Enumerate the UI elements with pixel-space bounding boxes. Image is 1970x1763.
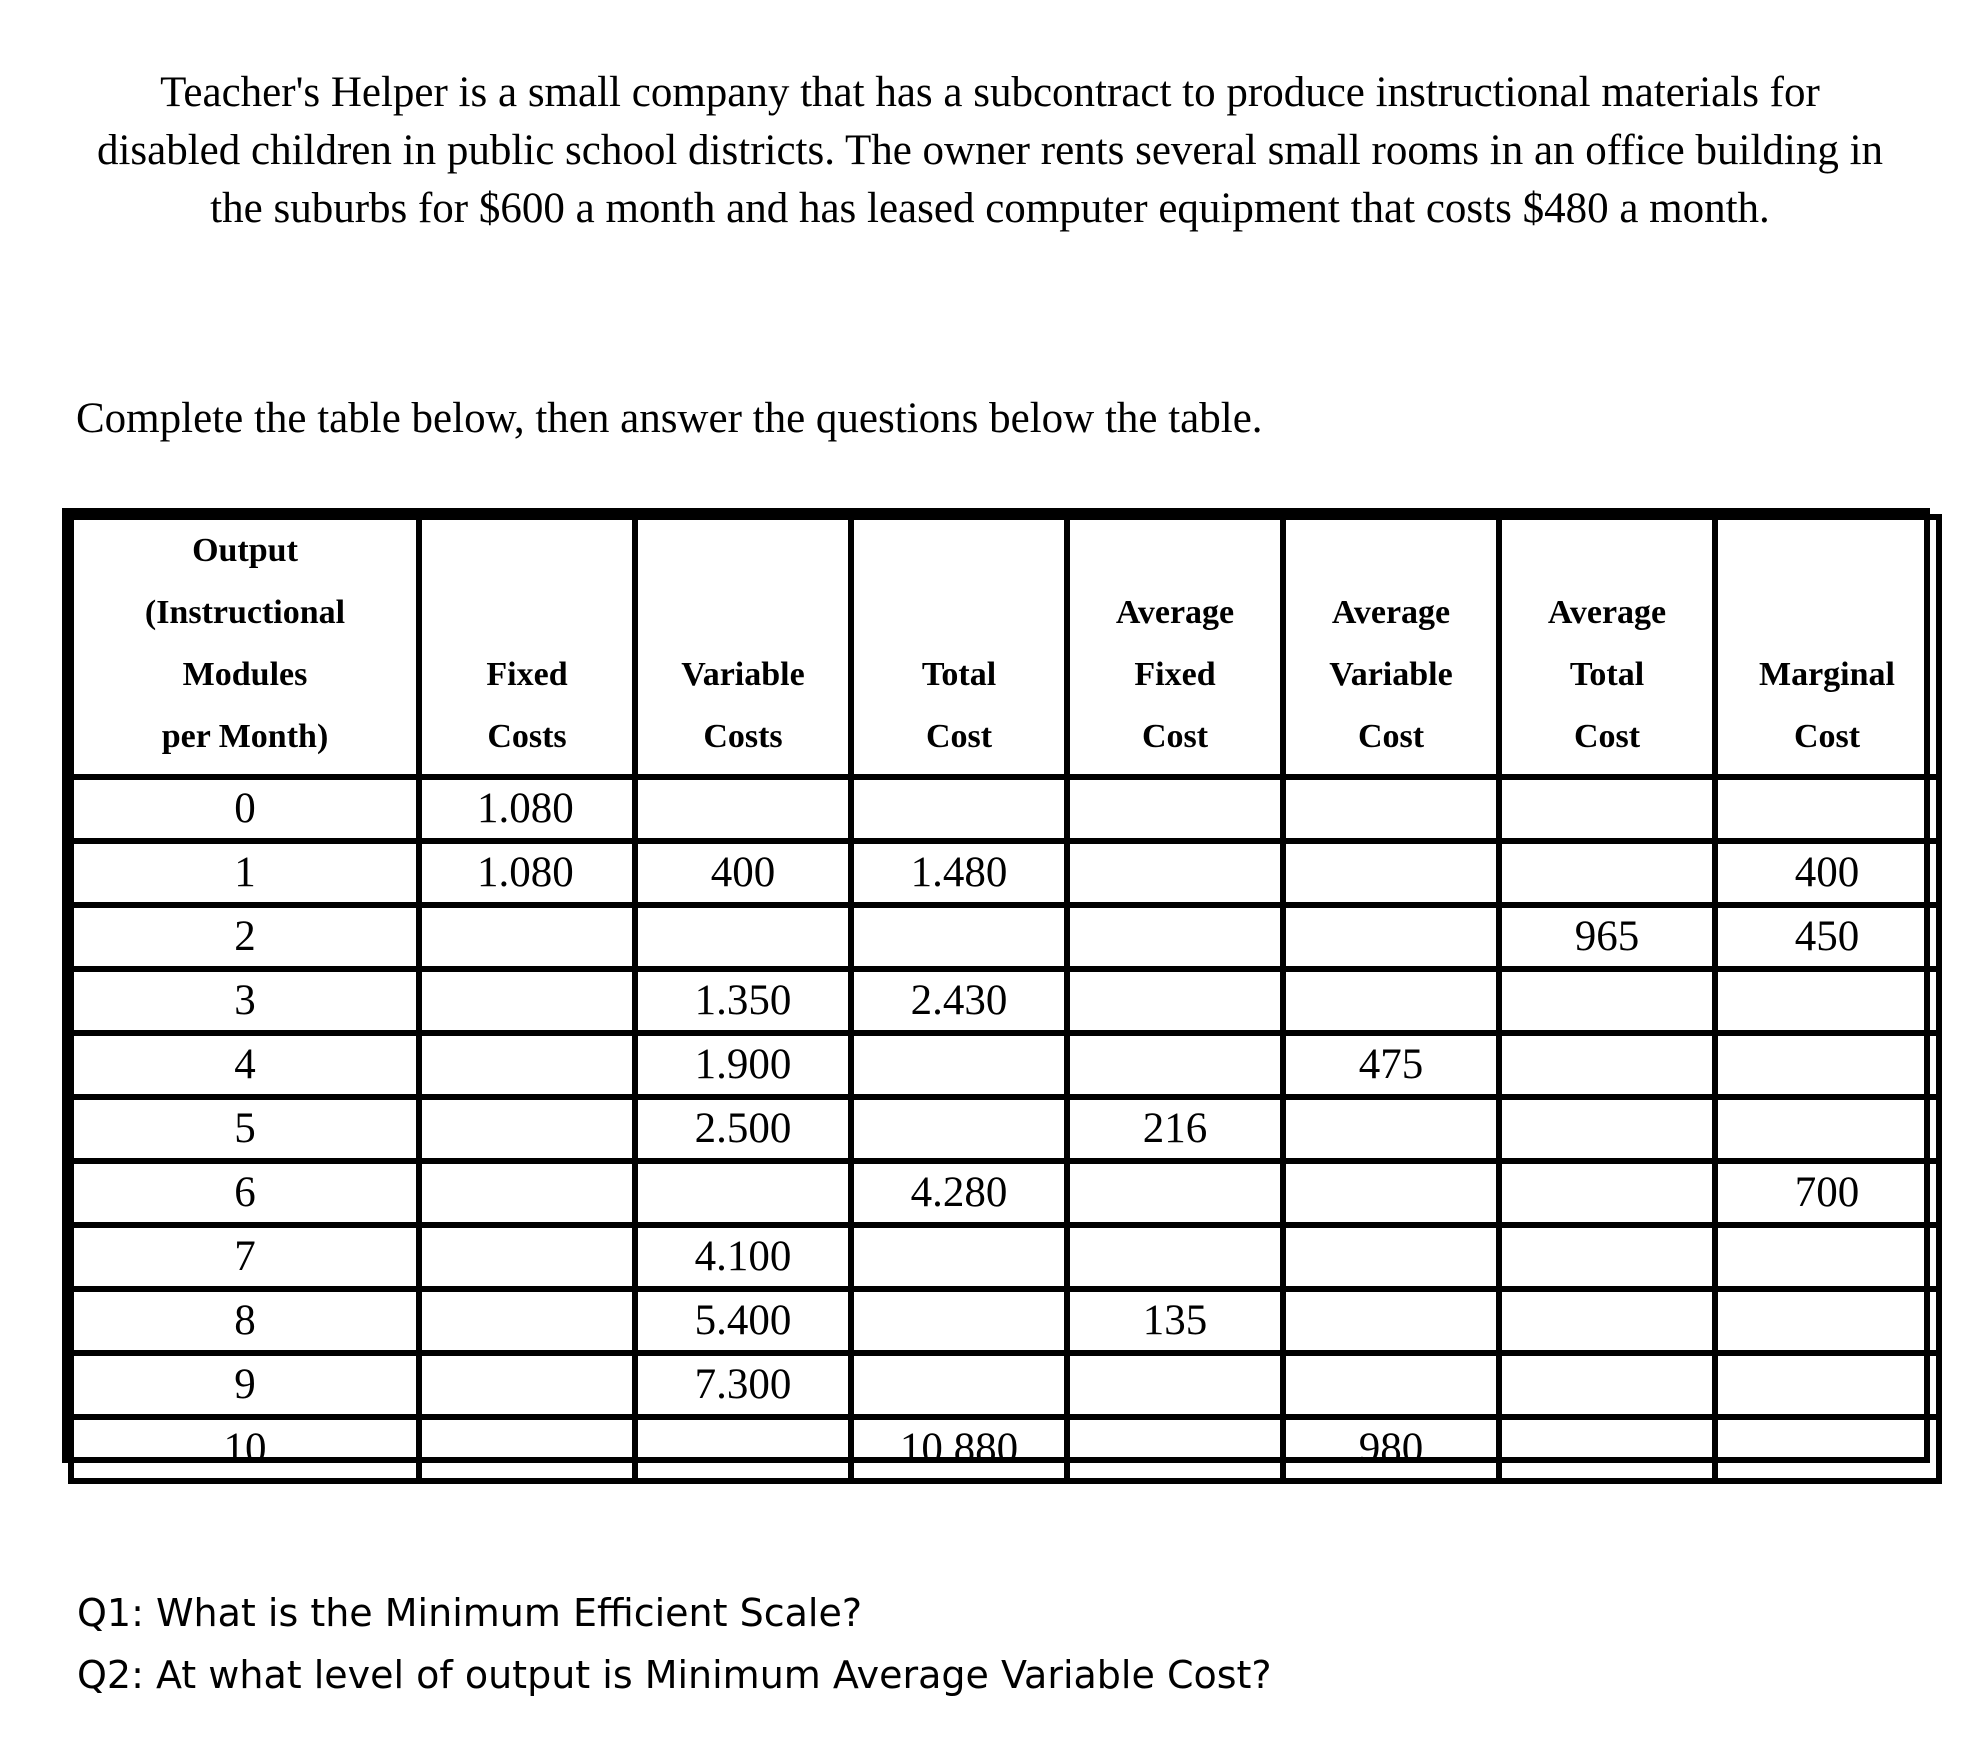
header-row — [71, 517, 1939, 777]
cell-marginal-cost — [1715, 1417, 1939, 1481]
table-body — [71, 777, 1939, 1481]
cell-variable-costs: 7.300 — [635, 1353, 851, 1417]
cell-average-variable-cost: 980 — [1283, 1417, 1499, 1481]
header-average-total-cost: Average Total Cost — [1499, 517, 1715, 777]
cell-variable-costs — [635, 777, 851, 841]
cell-fixed-costs — [419, 1161, 635, 1225]
cell-average-variable-cost — [1283, 1161, 1499, 1225]
cell-fixed-costs — [419, 1353, 635, 1417]
cell-total-cost: 2.430 — [851, 969, 1067, 1033]
cell-average-fixed-cost — [1067, 905, 1283, 969]
cell-marginal-cost: 450 — [1715, 905, 1939, 969]
cell-output: 6 — [71, 1161, 419, 1225]
cell-output: 8 — [71, 1289, 419, 1353]
cell-output: 9 — [71, 1353, 419, 1417]
cell-average-variable-cost — [1283, 1289, 1499, 1353]
cell-marginal-cost: 700 — [1715, 1161, 1939, 1225]
cell-average-variable-cost — [1283, 1225, 1499, 1289]
cell-fixed-costs — [419, 969, 635, 1033]
cell-output: 5 — [71, 1097, 419, 1161]
cell-variable-costs: 4.100 — [635, 1225, 851, 1289]
cell-average-total-cost — [1499, 1225, 1715, 1289]
cell-total-cost — [851, 1097, 1067, 1161]
intro-paragraph: Teacher's Helper is a small company that has a subcontract to produce instructional materials for disabled children in public school districts. The owner rents several small rooms in an office building in the suburbs for $600 a month and has leased computer equipment that costs $480 a month. — [96, 69, 1884, 232]
cell-marginal-cost — [1715, 1097, 1939, 1161]
cell-average-fixed-cost — [1067, 1033, 1283, 1097]
cell-average-total-cost — [1499, 1417, 1715, 1481]
cell-fixed-costs — [419, 1289, 635, 1353]
cell-variable-costs — [635, 1417, 851, 1481]
cell-total-cost — [851, 1353, 1067, 1417]
cell-total-cost: 4.280 — [851, 1161, 1067, 1225]
cell-fixed-costs: 1.080 — [419, 777, 635, 841]
cell-average-total-cost — [1499, 1161, 1715, 1225]
cell-output: 2 — [71, 905, 419, 969]
table-row — [71, 1353, 1939, 1417]
cell-average-fixed-cost — [1067, 969, 1283, 1033]
cost-table — [68, 514, 1942, 1484]
table-row — [71, 905, 1939, 969]
table-row — [71, 1033, 1939, 1097]
instruction-text: Complete the table below, then answer the questions below the table. — [76, 395, 1263, 442]
cell-total-cost — [851, 1033, 1067, 1097]
cell-output: 0 — [71, 777, 419, 841]
cell-average-total-cost — [1499, 1097, 1715, 1161]
cell-marginal-cost — [1715, 969, 1939, 1033]
header-variable-costs: Variable Costs — [635, 517, 851, 777]
cell-average-total-cost: 965 — [1499, 905, 1715, 969]
table-row — [71, 1161, 1939, 1225]
cell-total-cost — [851, 1225, 1067, 1289]
cell-marginal-cost — [1715, 777, 1939, 841]
cell-average-variable-cost — [1283, 969, 1499, 1033]
cell-average-fixed-cost — [1067, 841, 1283, 905]
cell-average-total-cost — [1499, 969, 1715, 1033]
cell-fixed-costs — [419, 1225, 635, 1289]
table-row — [71, 1289, 1939, 1353]
cost-table-frame — [62, 508, 1930, 1472]
cell-average-total-cost — [1499, 1289, 1715, 1353]
cell-average-fixed-cost: 216 — [1067, 1097, 1283, 1161]
header-output: Output (Instructional Modules per Month) — [71, 517, 419, 777]
questions — [77, 1582, 1272, 1706]
cell-fixed-costs — [419, 1417, 635, 1481]
cell-average-fixed-cost — [1067, 777, 1283, 841]
header-total-cost: Total Cost — [851, 517, 1067, 777]
cell-output: 1 — [71, 841, 419, 905]
table-row — [71, 969, 1939, 1033]
cell-variable-costs: 400 — [635, 841, 851, 905]
cell-output: 4 — [71, 1033, 419, 1097]
cell-output: 3 — [71, 969, 419, 1033]
cell-average-fixed-cost — [1067, 1417, 1283, 1481]
cell-variable-costs: 5.400 — [635, 1289, 851, 1353]
cell-total-cost — [851, 905, 1067, 969]
cell-marginal-cost — [1715, 1033, 1939, 1097]
cell-average-total-cost — [1499, 777, 1715, 841]
cell-average-total-cost — [1499, 841, 1715, 905]
cell-average-variable-cost: 475 — [1283, 1033, 1499, 1097]
cell-variable-costs: 1.350 — [635, 969, 851, 1033]
header-fixed-costs: Fixed Costs — [419, 517, 635, 777]
cell-average-total-cost — [1499, 1353, 1715, 1417]
table-row — [71, 1225, 1939, 1289]
cell-average-variable-cost — [1283, 905, 1499, 969]
cell-marginal-cost — [1715, 1289, 1939, 1353]
header-marginal-cost: Marginal Cost — [1715, 517, 1939, 777]
table-row — [71, 1417, 1939, 1481]
cell-marginal-cost — [1715, 1353, 1939, 1417]
cell-total-cost — [851, 1289, 1067, 1353]
cell-fixed-costs: 1.080 — [419, 841, 635, 905]
cell-average-fixed-cost — [1067, 1161, 1283, 1225]
header-average-fixed-cost: Average Fixed Cost — [1067, 517, 1283, 777]
cell-average-variable-cost — [1283, 841, 1499, 905]
cell-total-cost: 1.480 — [851, 841, 1067, 905]
cell-variable-costs — [635, 1161, 851, 1225]
table-row — [71, 841, 1939, 905]
cell-fixed-costs — [419, 1033, 635, 1097]
cell-average-fixed-cost: 135 — [1067, 1289, 1283, 1353]
cell-average-fixed-cost — [1067, 1225, 1283, 1289]
cell-average-variable-cost — [1283, 1353, 1499, 1417]
cell-average-fixed-cost — [1067, 1353, 1283, 1417]
cell-average-total-cost — [1499, 1033, 1715, 1097]
cell-total-cost: 10.880 — [851, 1417, 1067, 1481]
cell-variable-costs — [635, 905, 851, 969]
cell-output: 10 — [71, 1417, 419, 1481]
cell-total-cost — [851, 777, 1067, 841]
cell-marginal-cost: 400 — [1715, 841, 1939, 905]
table-row — [71, 1097, 1939, 1161]
cell-output: 7 — [71, 1225, 419, 1289]
cell-average-variable-cost — [1283, 777, 1499, 841]
question-2: Q2: At what level of output is Minimum Average Variable Cost? — [77, 1653, 1272, 1697]
cell-variable-costs: 2.500 — [635, 1097, 851, 1161]
cell-average-variable-cost — [1283, 1097, 1499, 1161]
header-average-variable-cost: Average Variable Cost — [1283, 517, 1499, 777]
cell-fixed-costs — [419, 1097, 635, 1161]
cell-fixed-costs — [419, 905, 635, 969]
cell-variable-costs: 1.900 — [635, 1033, 851, 1097]
cell-marginal-cost — [1715, 1225, 1939, 1289]
question-1: Q1: What is the Minimum Efficient Scale? — [77, 1591, 862, 1635]
table-row — [71, 777, 1939, 841]
